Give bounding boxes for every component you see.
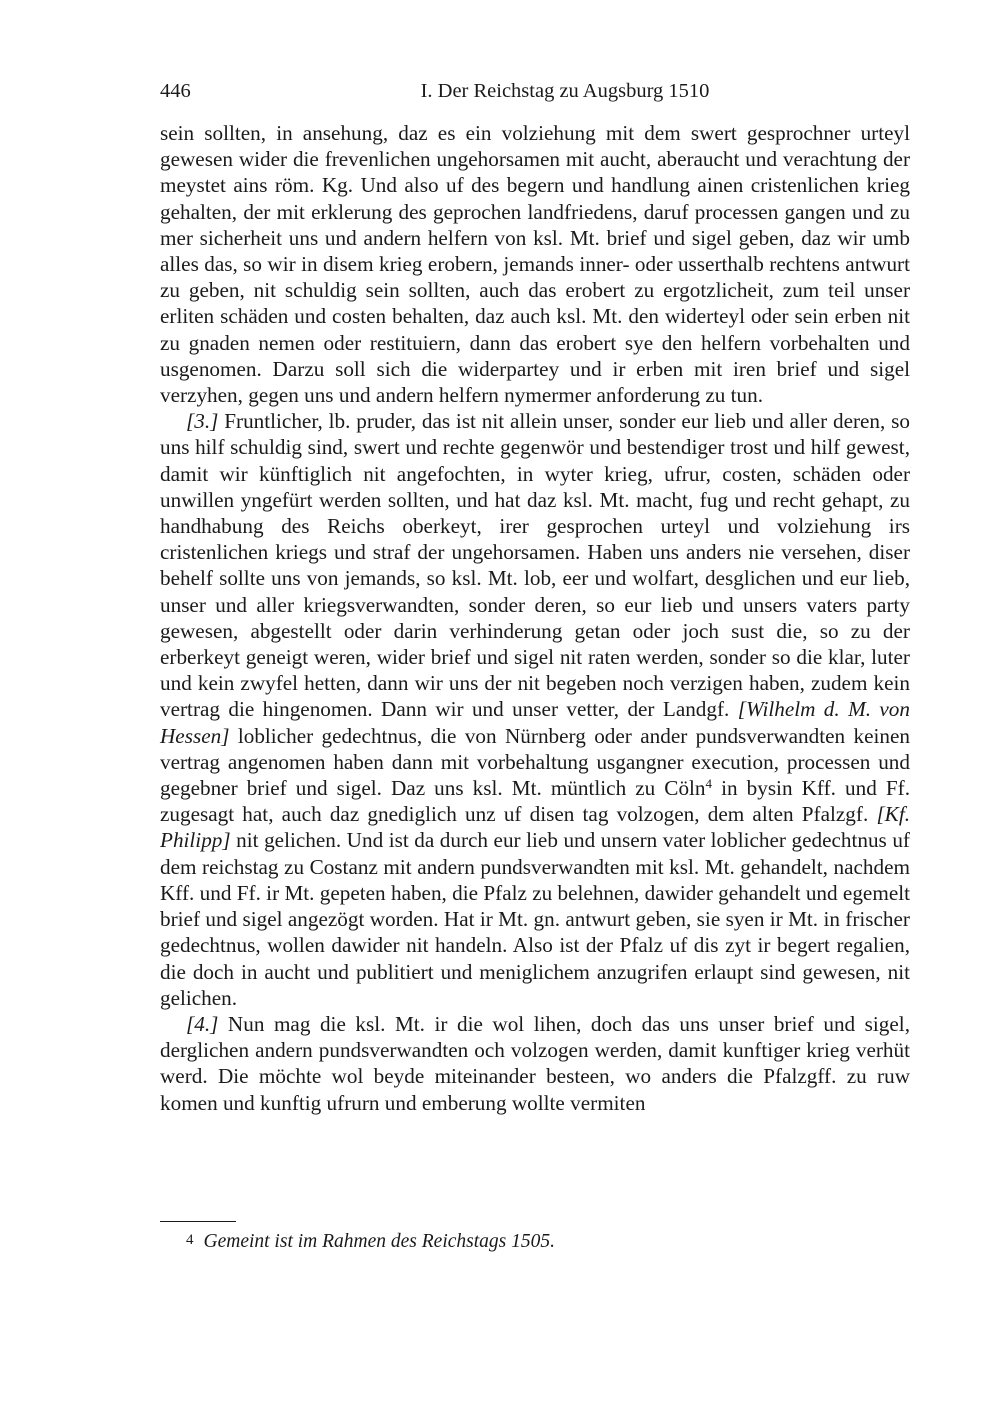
page-number: 446 bbox=[160, 80, 191, 102]
paragraph-4 bbox=[160, 1011, 910, 1116]
paragraph-text: Nun mag die ksl. Mt. ir die wol lihen, doch das uns unser brief und sigel, derglichen andern pundsverwandten och volzogen werden, damit kunftiger krieg verhüt werd. Die möchte wol beyde miteinander besteen, wo anders die Pfalzgff. zu ruw komen und kunftig ufrurn und emberung wollte vermiten bbox=[160, 1011, 910, 1115]
paragraph-3 bbox=[160, 408, 910, 1011]
page-header bbox=[160, 80, 910, 110]
footnote-text: Gemeint ist im Rahmen des Reichstags 1505. bbox=[203, 1231, 555, 1252]
editorial-note: [Kf. Philipp] bbox=[160, 802, 910, 853]
paragraph-continuation bbox=[160, 120, 910, 408]
main-text bbox=[160, 120, 910, 1116]
footnote bbox=[186, 1228, 886, 1254]
section-marker: [4.] bbox=[186, 1011, 219, 1036]
footnote-reference[interactable]: 4 bbox=[705, 776, 713, 792]
running-title: I. Der Reichstag zu Augsburg 1510 bbox=[420, 80, 710, 102]
footnote-divider bbox=[160, 1221, 236, 1222]
paragraph-text: nit gelichen. Und ist da durch eur lieb und unsern vater loblicher gedechtnus uf dem reichstag zu Costanz mit andern pundsverwandten mit ksl. Mt. gehandelt, nachdem Kff. und Ff. ir Mt. gepeten haben, die Pfalz zu belehnen, dawider gehandelt und egemelt brief und sigel angezögt worden. Hat ir Mt. gn. antwurt geben, sie syen ir Mt. in frischer gedechtnus, wollen dawider nit handeln. Also ist der Pfalz uf dis zyt ir begert regalien, die doch in aucht und publitiert und meniglichem anzugrifen erlaupt sind gewesen, nit gelichen. bbox=[160, 828, 910, 1010]
paragraph-text: loblicher gedechtnus, die von Nürnberg oder ander pundsverwandten keinen vertrag angenomen haben dann mit vorbehaltung usgangner execution, processen und gegebner brief und sigel. Daz uns ksl. Mt. müntlich zu Cöln bbox=[160, 723, 910, 801]
paragraph-text: Fruntlicher, lb. pruder, das ist nit allein unser, sonder eur lieb und aller deren, so uns hilf schuldig sind, swert und rechte gegenwör und bestendiger trost und hilf gewest, damit wir künftiglich nit angefochten, in wyter krieg, ufrur, costen, schäden oder unwillen yngefürt werden sollten, und hat daz ksl. Mt. macht, fug und recht gehapt, zu handhabung des Reichs oberkeyt, irer gesprochen urteyl und volziehung irs cristenlichen kriegs und straf der ungehorsamen. Haben uns anders nie versehen, diser behelf sollte uns von jemands, so ksl. Mt. lob, eer und wolfart, desglichen und eur lieb, unser und aller kriegsverwandten, sonder deren, so eur lieb und unsers vaters party gewesen, abgestellt oder darin verhinderung getan oder joch sust die, so zu der erberkeyt geneigt weren, wider brief und sigel nit raten werden, sonder so die klar, luter und kein zwyfel hetten, dann wir uns der nit begeben noch verzigen haben, zudem kein vertrag die hingenomen. Dann wir und unser vetter, der Landgf. bbox=[160, 409, 910, 722]
footnote-number: 4 bbox=[186, 1232, 194, 1248]
paragraph-text: in bysin Kff. und Ff. zugesagt hat, auch daz gnediglich unz uf disen tag volzogen, dem alten Pfalzgf. bbox=[160, 776, 910, 827]
editorial-note: [Wilhelm d. M. von Hessen] bbox=[160, 697, 910, 748]
paragraph-text: sein sollten, in ansehung, daz es ein volziehung mit dem swert gesprochner urteyl gewesen wider die frevenlichen ungehorsamen mit aucht, aberaucht und verachtung der meystet ains röm. Kg. Und also uf des begern und handlung ainen cristenlichen krieg gehalten, der mit erklerung des geprochen landfriedens, daruf processen gangen und zu mer sicherheit uns und andern helfern von ksl. Mt. brief und sigel geben, daz wir umb alles das, so wir in disem krieg erobern, jemands inner- oder usserthalb rechtens antwurt zu geben, nit schuldig sein sollten, auch das erobert zu ergotzlicheit, zum teil unser erliten schäden und costen behalten, daz auch ksl. Mt. den widerteyl oder sein erben nit zu gnaden nemen oder restituiern, dann das erobert sye den helfern vorbehalten und usgenomen. Darzu soll sich die widerpartey und ir erben mit iren brief und sigel verzyhen, gegen uns und andern helfern nymermer anforderung zu tun. bbox=[160, 121, 910, 408]
section-marker: [3.] bbox=[186, 409, 219, 434]
